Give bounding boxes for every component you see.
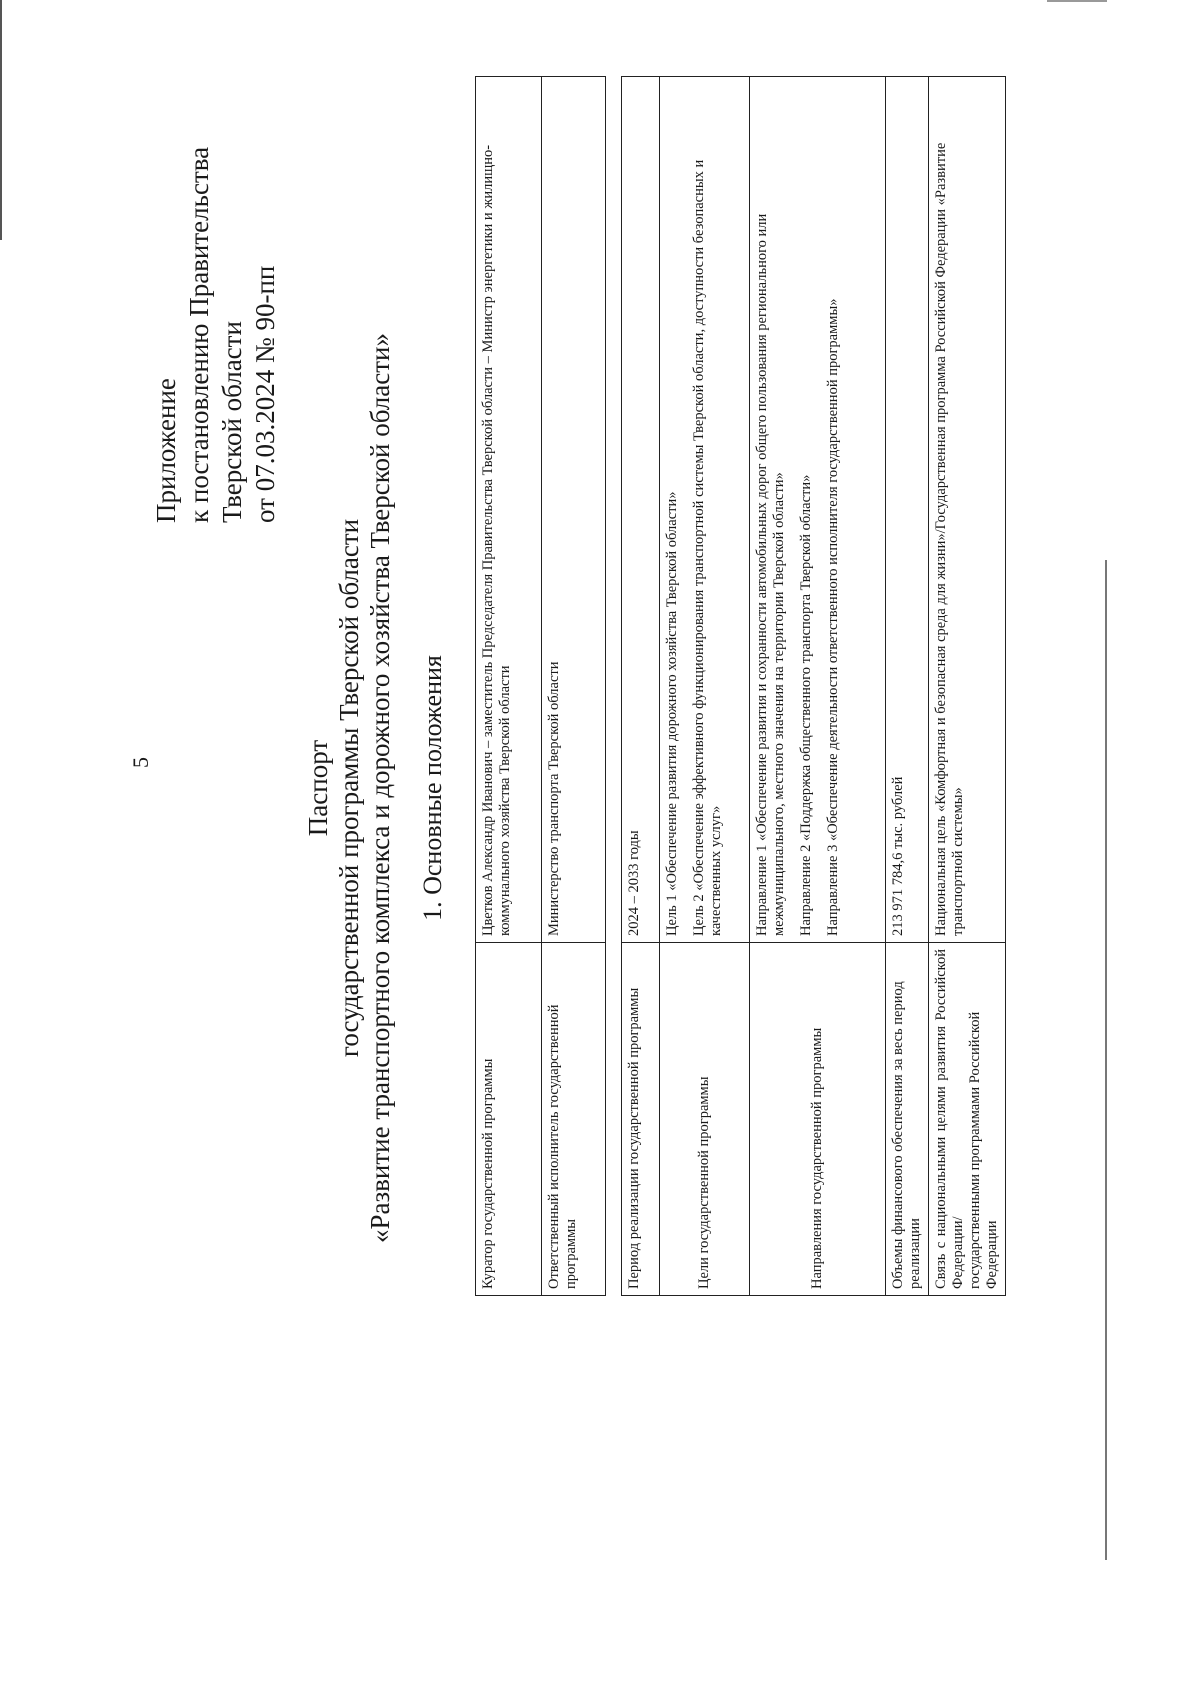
- table-row: [622, 77, 660, 1296]
- table-row: [929, 77, 1006, 1296]
- appendix-line-1: Приложение: [151, 378, 181, 523]
- table-row: [542, 77, 606, 1296]
- curator-label: Куратор государственной программы: [476, 943, 542, 1296]
- document-title: [303, 208, 396, 1368]
- curator-value: Цветков Александр Иванович – заместитель Председателя Правительства Тверской области – Министр энергетики и жилищно-коммунального хозяйства Тверской области: [476, 77, 542, 943]
- executor-value: Министерство транспорта Тверской области: [542, 77, 606, 943]
- table-row: [660, 77, 750, 1296]
- title-line-2: государственной программы Тверской области: [334, 518, 364, 1058]
- link-label-line-2: государственными программами Российской Федерации: [967, 1011, 1000, 1289]
- national-goals-link-value: Национальная цель «Комфортная и безопасная среда для жизни»/Государственная программа Российской Федерации «Развитие транспортной системы»: [929, 77, 1006, 943]
- funding-value: 213 971 784,6 тыс. рублей: [886, 77, 929, 943]
- national-goals-link-label: [929, 943, 1006, 1296]
- goal-1: Цель 1 «Обеспечение развития дорожного хозяйства Тверской области»: [664, 491, 680, 936]
- section-heading: 1. Основные положения: [418, 655, 447, 921]
- table-row: [750, 77, 886, 1296]
- title-line-1: Паспорт: [303, 739, 333, 837]
- goal-2: Цель 2 «Обеспечение эффективного функционирования транспортной системы Тверской области, доступности безопасных и качественных услуг»: [691, 159, 724, 936]
- appendix-line-4: от 07.03.2024 № 90-пп: [250, 265, 280, 523]
- direction-2: Направление 2 «Поддержка общественного транспорта Тверской области»: [798, 474, 814, 936]
- link-label-line-1: Связь с национальными целями развития Российской Федерации/: [933, 949, 966, 1289]
- directions-label: Направления государственной программы: [750, 943, 886, 1296]
- period-label: Период реализации государственной программы: [622, 943, 660, 1296]
- directions-value: [750, 77, 886, 943]
- period-value: 2024 – 2033 годы: [622, 77, 660, 943]
- goals-label: Цели государственной программы: [660, 943, 750, 1296]
- goals-value: [660, 77, 750, 943]
- appendix-line-2: к постановлению Правительства: [184, 146, 214, 523]
- direction-1: Направление 1 «Обеспечение развития и сохранности автомобильных дорог общего пользования регионального или межмуниципального, местного значения на территории Тверской области»: [754, 213, 787, 936]
- positions-table-1: [475, 76, 606, 1296]
- appendix-block: [150, 147, 282, 523]
- table-row: [476, 77, 542, 1296]
- funding-label: Объемы финансового обеспечения за весь период реализации: [886, 943, 929, 1296]
- direction-3: Направление 3 «Обеспечение деятельности ответственного исполнителя государственной программы»: [825, 298, 841, 936]
- positions-table-2: [621, 76, 1006, 1296]
- page-number: 5: [128, 757, 153, 768]
- executor-label: Ответственный исполнитель государственной программы: [542, 943, 606, 1296]
- appendix-line-3: Тверской области: [217, 321, 247, 523]
- title-line-3: «Развитие транспортного комплекса и дорожного хозяйства Тверской области»: [365, 333, 395, 1243]
- table-row: [886, 77, 929, 1296]
